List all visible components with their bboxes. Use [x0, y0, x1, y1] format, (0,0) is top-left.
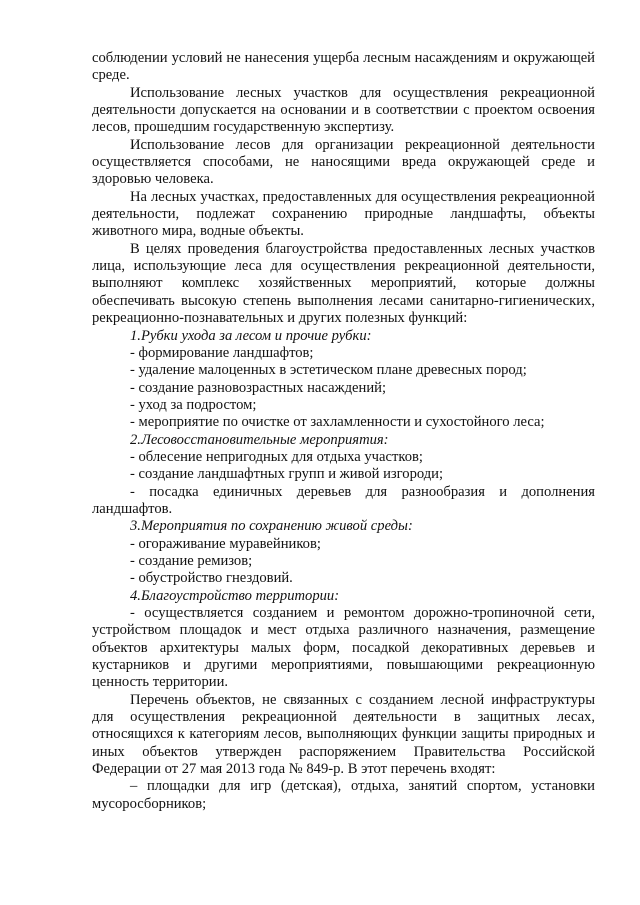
list-item: - создание ландшафтных групп и живой изгороди; [130, 466, 444, 483]
paragraph-forest-use-methods: Использование лесов для организации рекреационной деятельности осуществляется способами, не наносящими вреда окружающей среде и здоровью человека. [92, 136, 595, 188]
list-item: - создание ремизов; [130, 552, 253, 569]
paragraph-improvement-measures: В целях проведения благоустройства предоставленных лесных участков лица, использующие леса для осуществления рекреационной деятельности, выполняют комплекс хозяйственных мероприятий, которые должны обеспечивать высокую степень выполнения лесами санитарно-гигиенических, рекреационно-познавательных и других полезных функций: [92, 240, 595, 327]
list-item: - удаление малоценных в эстетическом плане древесных пород; [130, 362, 527, 379]
list-item: - мероприятие по очистке от захламленности и сухостойного леса; [130, 414, 545, 431]
list-item: - огораживание муравейников; [130, 535, 321, 552]
list-item: - облесение непригодных для отдыха участков; [130, 448, 423, 465]
list-item: - формирование ландшафтов; [130, 344, 314, 361]
list-item: - создание разновозрастных насаждений; [130, 379, 387, 396]
list-item: - осуществляется созданием и ремонтом дорожно-тропиночной сети, устройством площадок и мест отдыха различного назначения, размещение объектов архитектуры малых форм, посадкой декоративных деревьев и кустарников и другими мероприятиями, повышающими рекреационную ценность территории. [92, 605, 595, 691]
document-page [92, 50, 595, 813]
paragraph-objects-list: Перечень объектов, не связанных с созданием лесной инфраструктуры для осуществления рекреационной деятельности в защитных лесах, относящихся к категориям лесов, выполняющих функции защиты природных и иных объектов утвержден распоряжением Правительства Российской Федерации от 27 мая 2013 года № 849-р. В этот перечень входят: [92, 691, 595, 778]
paragraph-land-use: Использование лесных участков для осуществления рекреационной деятельности допускается на основании и в соответствии с проектом освоения лесов, прошедшим государственную экспертизу. [92, 84, 595, 136]
list-item: - уход за подростом; [130, 396, 257, 413]
paragraph-continuation: соблюдении условий не нанесения ущерба лесным насаждениям и окружающей среде. [92, 50, 595, 84]
section-heading-reforestation: 2.Лесовосстановительные мероприятия: [130, 431, 389, 448]
paragraph-preservation: На лесных участках, предоставленных для осуществления рекреационной деятельности, подлежат сохранению природные ландшафты, объекты животного мира, водные объекты. [92, 188, 595, 240]
paragraph-playgrounds: – площадки для игр (детская), отдыха, занятий спортом, установки мусоросборников; [92, 778, 595, 812]
section-heading-cuttings: 1.Рубки ухода за лесом и прочие рубки: [130, 327, 372, 344]
list-item: - обустройство гнездовий. [130, 570, 293, 587]
section-heading-wildlife: 3.Мероприятия по сохранению живой среды: [130, 518, 413, 535]
list-item: - посадка единичных деревьев для разнообразия и дополнения ландшафтов. [92, 483, 595, 517]
section-heading-territory: 4.Благоустройство территории: [130, 587, 340, 604]
